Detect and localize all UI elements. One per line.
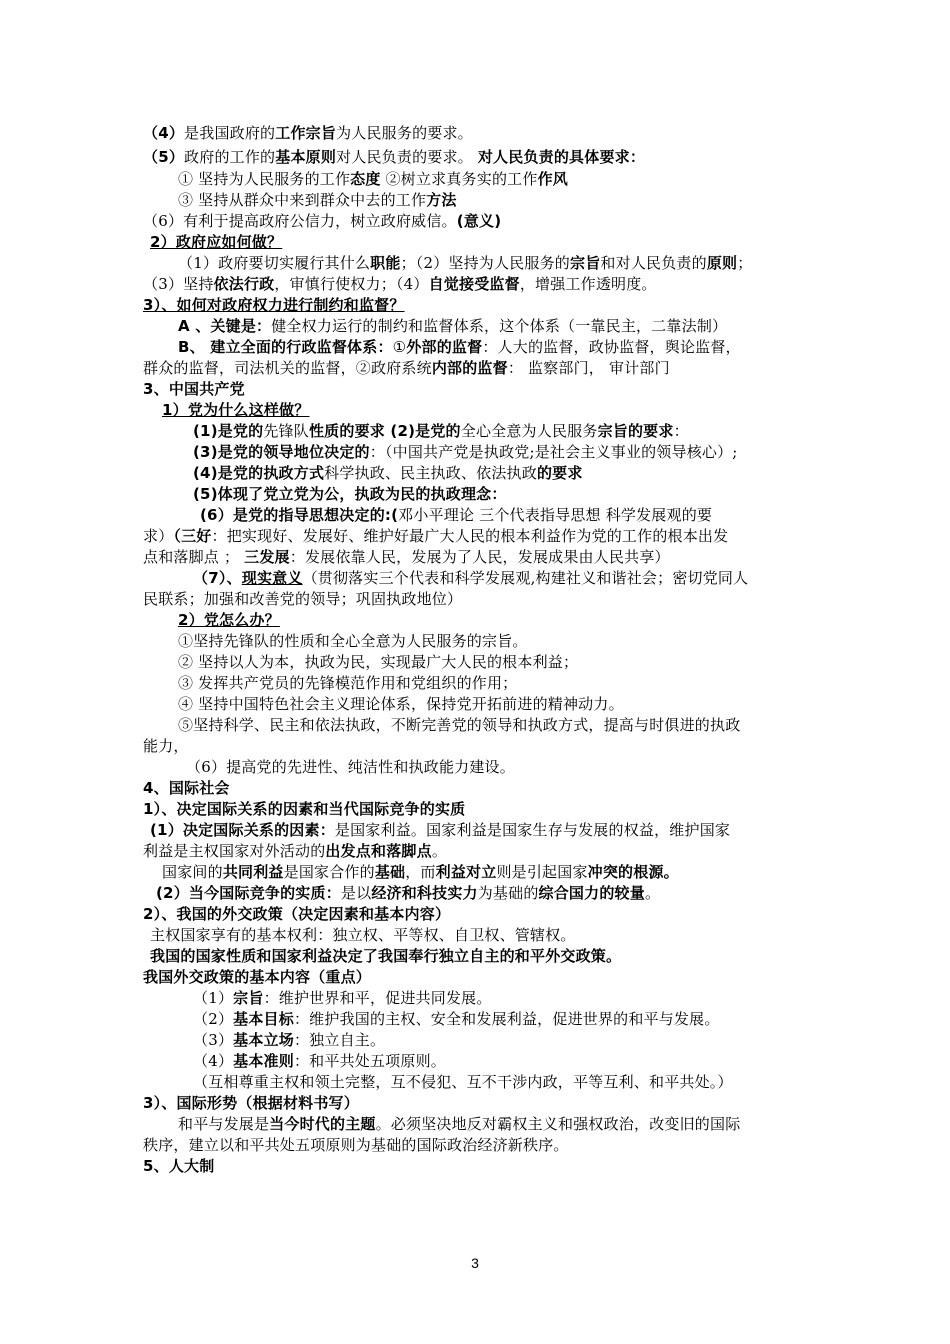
- text-run: 是我国政府的: [184, 124, 276, 142]
- text-run: ③ 发挥共产党员的先锋模范作用和党组织的作用；: [178, 674, 518, 692]
- bold-text-run: 2）党怎么办？: [178, 611, 280, 629]
- text-run: ；: [737, 254, 753, 272]
- text-line: [178, 652, 578, 672]
- text-run: ，增强工作透明度。: [519, 275, 657, 293]
- bold-text-run: 工作宗旨: [275, 124, 337, 142]
- text-run: （1）政府要切实履行其什么: [178, 254, 371, 272]
- text-line: [143, 841, 447, 861]
- text-line: [178, 316, 727, 336]
- bold-text-run: 3）、国际形势（根据材料书写）: [143, 1094, 359, 1112]
- text-run: ：把实现好、发展好、维护好最广大人民的根本利益作为党的工作的根本出发: [211, 527, 729, 545]
- text-line: [178, 337, 741, 357]
- text-line: [193, 463, 583, 483]
- text-line: [143, 904, 450, 924]
- bold-text-run: （5）: [143, 148, 185, 166]
- text-line: [193, 1030, 385, 1050]
- text-line: [150, 946, 621, 966]
- bold-text-run: 内部的监督: [431, 359, 508, 377]
- text-run: 先锋队: [263, 422, 309, 440]
- text-run: ：（中国共产党是执政党;是社会主义事业的领导核心）;: [369, 443, 738, 461]
- text-run: 为人民服务的要求。: [336, 124, 473, 142]
- text-line: [162, 400, 309, 420]
- text-run: ；（2）坚持为人民服务的: [400, 254, 571, 272]
- text-line: [193, 568, 748, 588]
- text-run: 邓小平理论 三个代表指导思想 科学发展观的要: [398, 506, 713, 524]
- text-run: （3）: [193, 1031, 234, 1049]
- text-run: ：发展依靠人民，发展为了人民，发展成果由人民共享）: [289, 548, 670, 566]
- text-run: 主权国家享有的基本权利：独立权、平等权、自卫权、管辖权。: [150, 926, 576, 944]
- text-run: 求）: [143, 527, 174, 545]
- bold-text-run: 宗旨: [570, 254, 601, 272]
- text-run: ：独立自主。: [293, 1031, 386, 1049]
- text-run: 点和落脚点 ；: [143, 548, 245, 566]
- text-run: ：人大的监督，政协监督，舆论监督，: [482, 338, 741, 356]
- text-run: 则是引起国家: [496, 863, 588, 881]
- bold-text-run: 基本原则: [275, 148, 337, 166]
- text-run: （2）: [193, 1010, 234, 1028]
- text-line: [178, 190, 457, 210]
- text-line: [156, 883, 660, 903]
- text-run: ⑤坚持科学、民主和依法执政，不断完善党的领导和执政方式，提高与时俱进的执政: [178, 716, 741, 734]
- text-run: 和平与发展是: [178, 1115, 270, 1133]
- text-run: 。必须坚决地反对霸权主义和强权政治，改变旧的国际: [375, 1115, 741, 1133]
- bold-text-run: 方法: [426, 191, 457, 209]
- text-run: ② 坚持以人为本，执政为民，实现最广大人民的根本利益；: [178, 653, 579, 671]
- text-run: ，审慎行使权力；（4）: [274, 275, 429, 293]
- text-run: （4）: [193, 1052, 234, 1070]
- text-line: [143, 274, 657, 294]
- bold-text-run: 2）、我国的外交政策（决定因素和基本内容）: [143, 905, 451, 923]
- text-line: [150, 820, 730, 840]
- bold-text-run: 1）、决定国际关系的因素和当代国际竞争的实质: [143, 800, 466, 818]
- text-run: ②树立求真务实的工作: [380, 170, 538, 188]
- text-line: [143, 799, 465, 819]
- text-line: [143, 295, 405, 315]
- bold-text-run: A 、关键是：: [178, 317, 272, 335]
- bold-text-run: 1）党为什么这样做？: [162, 401, 310, 419]
- text-run: 国家间的: [162, 863, 223, 881]
- bold-text-run: 自觉接受监督: [428, 275, 520, 293]
- bold-text-run: (1）决定国际关系的因素：: [150, 821, 335, 839]
- text-line: [178, 1114, 740, 1134]
- text-run: 。: [644, 884, 661, 902]
- bold-text-run: 对人民负责的具体要求：: [477, 148, 646, 166]
- bold-text-run: 依法行政: [213, 275, 275, 293]
- bold-text-run: 基础: [374, 863, 406, 881]
- text-line: [186, 757, 515, 777]
- text-line: [143, 1156, 214, 1176]
- text-line: [143, 967, 371, 987]
- text-run: 能力，: [143, 737, 189, 755]
- bold-text-run: 冲突的根源。: [587, 863, 679, 881]
- bold-text-run: 性质的要求 (2)是党的: [308, 422, 461, 440]
- bold-text-run: (6）是党的指导思想决定的:(: [200, 506, 399, 524]
- bold-text-run: (3)是党的领导地位决定的: [193, 443, 370, 461]
- text-line: [143, 379, 245, 399]
- text-line: [193, 1009, 720, 1029]
- text-run: （贯彻落实三个代表和科学发展观,构建社义和谐社会；密切党同人: [302, 569, 749, 587]
- text-line: [143, 1093, 359, 1113]
- bold-text-run: 外部的监督: [406, 338, 483, 356]
- text-line: [193, 442, 738, 462]
- bold-text-run: 经济和科技实力: [371, 884, 478, 902]
- text-line: [193, 1072, 733, 1092]
- text-line: [178, 610, 280, 630]
- text-run: 对人民负责的要求。: [336, 148, 478, 166]
- text-line: [143, 526, 728, 546]
- bold-text-run: 我国的国家性质和国家利益决定了我国奉行独立自主的和平外交政策。: [150, 947, 622, 965]
- text-run: 民联系；加强和改善党的领导；巩固执政地位）: [143, 590, 463, 608]
- text-line: [150, 925, 576, 945]
- bold-text-run: 原则: [706, 254, 738, 272]
- bold-text-run: 3）、如何对政府权力进行制约和监督？: [143, 296, 405, 314]
- bold-text-run: (5)体现了党立党为公，执政为民的执政理念：: [193, 485, 507, 503]
- text-line: [143, 358, 670, 378]
- text-line: [143, 778, 230, 798]
- text-run: 是国家合作的: [283, 863, 375, 881]
- text-line: [143, 736, 189, 756]
- text-run: 政府的工作的: [184, 148, 276, 166]
- bold-text-run: (2）当今国际竞争的实质：: [156, 884, 341, 902]
- bold-text-run: 4、国际社会: [143, 779, 230, 797]
- text-run: ③ 坚持从群众中来到群众中去的工作: [178, 191, 427, 209]
- bold-text-run: 5、人大制: [143, 1157, 215, 1175]
- text-line: [193, 484, 507, 504]
- text-line: [178, 631, 528, 651]
- bold-text-run: 作风: [537, 170, 568, 188]
- text-line: [178, 253, 752, 273]
- text-run: 为基础的: [477, 884, 539, 902]
- bold-text-run: 共同利益: [222, 863, 284, 881]
- text-run: 秩序，建立以和平共处五项原则为基础的国际政治经济新秩序。: [143, 1136, 569, 1154]
- bold-text-run: B、 建立全面的行政监督体系：: [178, 338, 393, 356]
- bold-text-run: 现实意义: [241, 569, 303, 587]
- bold-text-run: 当今时代的主题: [269, 1115, 376, 1133]
- text-run: ：: [673, 422, 689, 440]
- text-line: [193, 988, 492, 1008]
- text-line: [143, 589, 462, 609]
- text-run: （6）提高党的先进性、纯洁性和执政能力建设。: [186, 758, 515, 776]
- text-line: [143, 547, 670, 567]
- text-line: [193, 1051, 446, 1071]
- bold-text-run: 基本准则: [233, 1052, 294, 1070]
- bold-text-run: 3、中国共产党: [143, 380, 245, 398]
- text-line: [178, 673, 517, 693]
- text-line: [162, 862, 679, 882]
- bold-text-run: 综合国力的较量: [538, 884, 645, 902]
- bold-text-run: （7）、: [193, 569, 242, 587]
- text-run: ①: [392, 338, 407, 356]
- text-run: ④ 坚持中国特色社会主义理论体系，保持党开拓前进的精神动力。: [178, 695, 624, 713]
- text-run: 健全权力运行的制约和监督体系，这个体系（一靠民主，二靠法制）: [271, 317, 728, 335]
- bold-text-run: 的要求: [536, 464, 583, 482]
- bold-text-run: 基本立场: [233, 1031, 294, 1049]
- text-run: ：维护我国的主权、安全和发展利益，促进世界的和平与发展。: [293, 1010, 720, 1028]
- text-run: （6）有利于提高政府公信力，树立政府威信。: [143, 212, 457, 230]
- text-line: [143, 1135, 569, 1155]
- bold-text-run: 基本目标: [233, 1010, 294, 1028]
- bold-text-run: 宗旨的要求: [597, 422, 674, 440]
- text-line: [178, 694, 624, 714]
- text-line: [150, 232, 282, 252]
- bold-text-run: （三好: [173, 527, 212, 545]
- text-line: [178, 715, 740, 735]
- bold-text-run: 宗旨: [233, 989, 264, 1007]
- bold-text-run: (1)是党的: [193, 422, 264, 440]
- text-run: （3）坚持: [143, 275, 214, 293]
- text-run: 群众的监督，司法机关的监督，②政府系统: [143, 359, 432, 377]
- text-run: 全心全意为人民服务: [460, 422, 598, 440]
- text-run: 和对人民负责的: [600, 254, 707, 272]
- text-run: ： 监察部门， 审计部门: [507, 359, 670, 377]
- text-run: ①坚持先锋队的性质和全心全意为人民服务的宗旨。: [178, 632, 528, 650]
- text-run: ：维护世界和平，促进共同发展。: [263, 989, 492, 1007]
- text-line: [143, 211, 501, 231]
- text-line: [143, 123, 473, 143]
- text-run: ，而: [405, 863, 436, 881]
- text-run: ① 坚持为人民服务的工作: [178, 170, 351, 188]
- bold-text-run: （4）: [143, 124, 185, 142]
- text-line: [200, 505, 712, 525]
- text-run: ：和平共处五项原则。: [293, 1052, 446, 1070]
- text-run: （1）: [193, 989, 234, 1007]
- bold-text-run: 利益对立: [435, 863, 497, 881]
- text-run: 是以: [340, 884, 372, 902]
- page-number: 3: [471, 1255, 479, 1271]
- text-run: 是国家利益。国家利益是国家生存与发展的权益，维护国家: [334, 821, 731, 839]
- bold-text-run: 我国外交政策的基本内容（重点）: [143, 968, 372, 986]
- text-line: [143, 147, 645, 167]
- text-line: [193, 421, 689, 441]
- text-run: 。: [431, 842, 448, 860]
- bold-text-run: 职能: [370, 254, 401, 272]
- bold-text-run: 2）政府应如何做？: [150, 233, 283, 251]
- text-run: 利益是主权国家对外活动的: [143, 842, 326, 860]
- bold-text-run: 态度: [350, 170, 381, 188]
- bold-text-run: 三发展: [244, 548, 290, 566]
- text-run: （互相尊重主权和领土完整，互不侵犯、互不干涉内政，平等互利、和平共处。）: [193, 1073, 733, 1091]
- text-line: [178, 169, 568, 189]
- bold-text-run: (4)是党的执政方式: [193, 464, 325, 482]
- bold-text-run: 出发点和落脚点: [325, 842, 432, 860]
- text-run: 科学执政、民主执政、依法执政: [324, 464, 537, 482]
- bold-text-run: (意义): [456, 212, 502, 230]
